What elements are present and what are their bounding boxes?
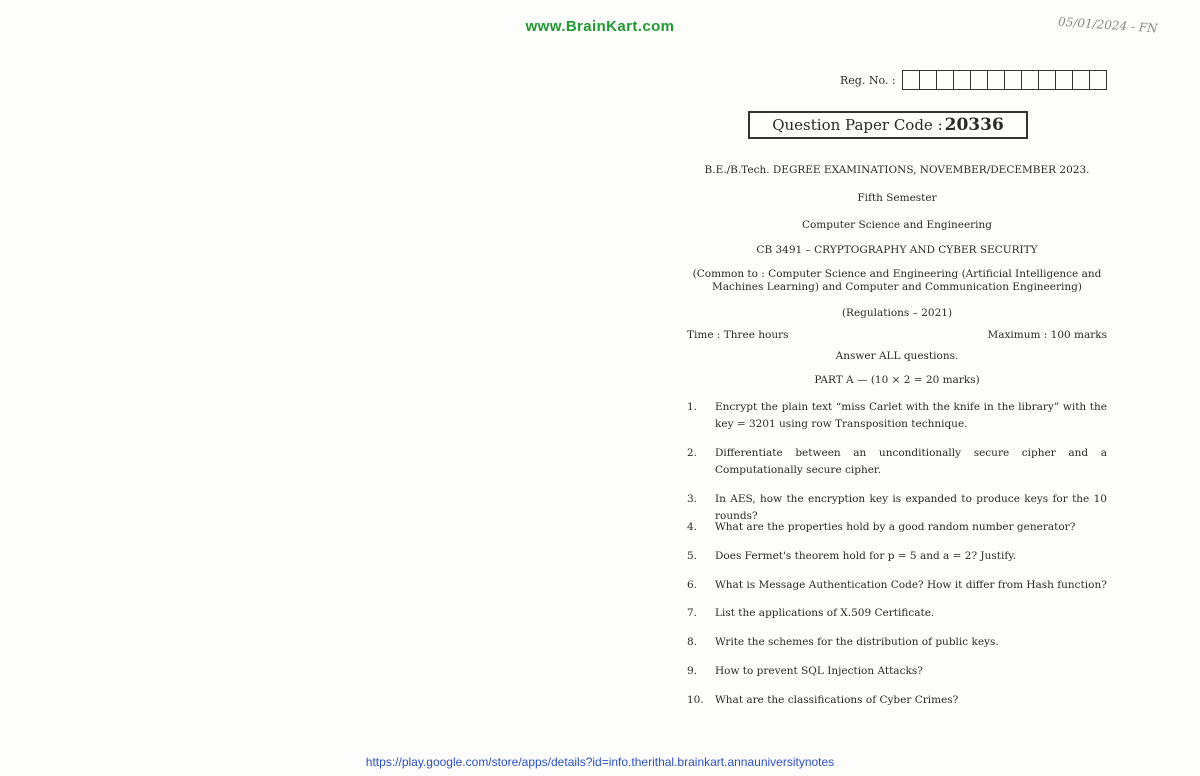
question-item <box>687 692 1107 709</box>
reg-no-digit-box <box>920 71 937 89</box>
question-item <box>687 399 1107 433</box>
question-paper-code-box <box>748 111 1028 139</box>
question-item <box>687 663 1107 680</box>
question-item <box>687 548 1107 565</box>
watermark-site-link[interactable]: www.BrainKart.com <box>525 18 675 35</box>
reg-no-digit-box <box>988 71 1005 89</box>
reg-no-digit-box <box>937 71 954 89</box>
question-number: 8. <box>687 636 698 648</box>
question-number: 6. <box>687 579 698 591</box>
question-text: Differentiate between an unconditionally secure cipher and a Computationally secure cipher. <box>715 447 1107 476</box>
course-title: CB 3491 – CRYPTOGRAPHY AND CYBER SECURITY <box>756 244 1038 256</box>
question-item <box>687 445 1107 479</box>
reg-no-field <box>840 70 1107 90</box>
question-item <box>687 519 1107 536</box>
maximum-marks: Maximum : 100 marks <box>987 329 1107 341</box>
time-allowed: Time : Three hours <box>687 329 789 341</box>
question-text: What are the properties hold by a good random number generator? <box>715 521 1076 533</box>
footer-app-link[interactable]: https://play.google.com/store/apps/details?id=info.therithal.brainkart.annauniversitynotes <box>365 755 835 769</box>
question-item <box>687 605 1107 622</box>
question-paper-code-value: 20336 <box>944 115 1004 135</box>
reg-no-digit-box <box>903 71 920 89</box>
instruction: Answer ALL questions. <box>835 350 959 362</box>
question-text: In AES, how the encryption key is expanded to produce keys for the 10 rounds? <box>715 493 1107 522</box>
part-a-heading: PART A — (10 × 2 = 20 marks) <box>814 374 980 386</box>
reg-no-digit-box <box>954 71 971 89</box>
question-text: Write the schemes for the distribution of public keys. <box>715 636 999 648</box>
question-number: 5. <box>687 550 698 562</box>
question-text: Encrypt the plain text “miss Carlet with the knife in the library” with the key = 3201 using row Transposition technique. <box>715 401 1107 430</box>
regulations: (Regulations – 2021) <box>841 307 953 319</box>
question-number: 7. <box>687 607 698 619</box>
question-number: 9. <box>687 665 698 677</box>
question-number: 10. <box>687 694 704 706</box>
question-text: What is Message Authentication Code? How it differ from Hash function? <box>715 579 1107 591</box>
exam-title: B.E./B.Tech. DEGREE EXAMINATIONS, NOVEMBER/DECEMBER 2023. <box>704 164 1090 176</box>
reg-no-digit-box <box>1022 71 1039 89</box>
question-number: 2. <box>687 447 698 459</box>
question-text: What are the classifications of Cyber Crimes? <box>715 694 959 706</box>
handwritten-date-note: 05/01/2024 - FN <box>1057 14 1159 36</box>
reg-no-digit-box <box>1073 71 1090 89</box>
reg-no-digit-box <box>1090 71 1106 89</box>
reg-no-boxes <box>902 70 1107 90</box>
common-to-note: (Common to : Computer Science and Engineering (Artificial Intelligence and Machines Learning) and Computer and Communication Engineering) <box>692 268 1102 293</box>
question-text: How to prevent SQL Injection Attacks? <box>715 665 923 677</box>
question-text: List the applications of X.509 Certificate. <box>715 607 935 619</box>
reg-no-digit-box <box>1039 71 1056 89</box>
question-item <box>687 577 1107 594</box>
reg-no-digit-box <box>1056 71 1073 89</box>
question-paper-code-label: Question Paper Code : <box>772 116 943 134</box>
reg-no-label: Reg. No. : <box>840 73 896 87</box>
reg-no-digit-box <box>971 71 988 89</box>
time-marks-row <box>687 329 1107 341</box>
department: Computer Science and Engineering <box>801 219 993 231</box>
question-text: Does Fermet's theorem hold for p = 5 and a = 2? Justify. <box>715 550 1017 562</box>
reg-no-digit-box <box>1005 71 1022 89</box>
semester: Fifth Semester <box>857 192 937 204</box>
question-number: 1. <box>687 401 698 413</box>
question-item <box>687 634 1107 651</box>
question-number: 4. <box>687 521 698 533</box>
question-number: 3. <box>687 493 698 505</box>
